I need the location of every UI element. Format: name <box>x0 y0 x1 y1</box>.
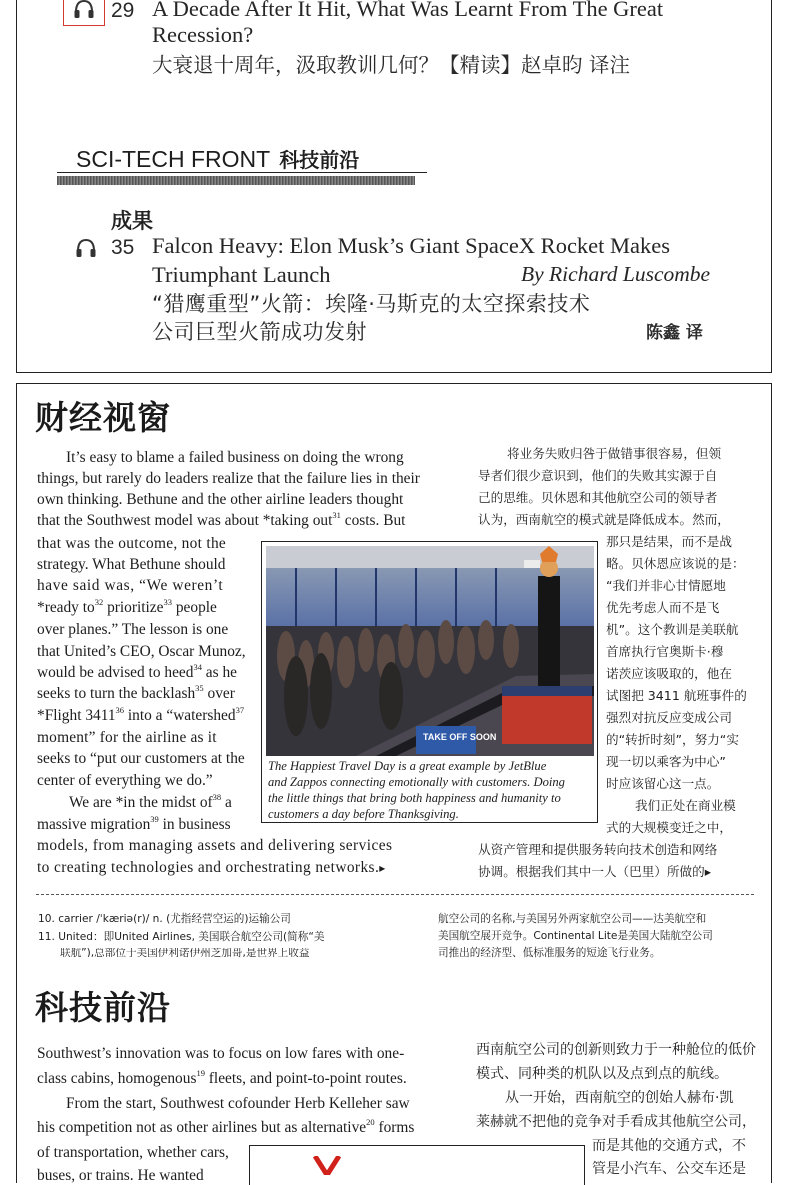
column-heading-finance: 财经视窗 <box>35 398 171 437</box>
cn-line: 强烈对抗反应变成公司 <box>606 710 732 725</box>
en-text: over <box>207 685 235 702</box>
en-text: people <box>175 599 217 616</box>
en-text: costs. But <box>344 512 406 529</box>
continue-arrow-icon: ▸ <box>379 861 386 875</box>
cn-line: 己的思维。贝休恩和其他航空公司的领导者 <box>478 490 718 505</box>
en-line <box>37 705 245 724</box>
dashed-divider <box>36 894 754 895</box>
article-title-35-chinese-line1: “猎鹰重型”火箭：埃隆·马斯克的太空探索技术 <box>152 292 591 316</box>
cn-line: 优先考虑人而不是飞 <box>606 600 720 615</box>
footnote-ref: 33 <box>163 597 172 607</box>
en-text: *Flight 3411 <box>37 707 116 724</box>
photo-caption-line: the little things that bring both happiness and humanity to <box>268 791 561 805</box>
article-title-29-chinese: 大衰退十周年，汲取教训几何？【精读】赵卓昀 译注 <box>152 53 631 77</box>
footnote-ref: 38 <box>212 792 222 802</box>
column-heading-scitech: 科技前沿 <box>35 988 171 1027</box>
footnote-ref: 19 <box>196 1068 205 1078</box>
en-text: a <box>225 794 232 811</box>
cn-line: 时应该留心这一点。 <box>606 776 720 791</box>
footnote-ref: 36 <box>115 705 125 715</box>
en-text: fleets, and point-to-point routes. <box>208 1070 407 1087</box>
cn-line: 那只是结果，而不是战 <box>606 534 732 549</box>
note-line-clipped <box>38 948 438 957</box>
en-line <box>37 683 235 702</box>
en-line: that was the outcome, not the <box>37 535 227 552</box>
en-line: over planes.” The lesson is one <box>37 621 229 638</box>
en-text: We are *in the midst of <box>69 794 213 811</box>
section-heading-scitech <box>76 144 359 173</box>
footnote-ref: 31 <box>332 510 341 520</box>
subsection-heading: 成果 <box>111 209 153 233</box>
byline: By Richard Luscombe <box>521 262 711 286</box>
article-number-29: 29 <box>111 0 135 22</box>
en-line: models, from managing assets and delivering services <box>37 837 393 854</box>
cn-line: 诺茨应该吸取的，他在 <box>606 666 732 681</box>
cn-line: 试图把 3411 航班事件的 <box>606 688 747 703</box>
cn-line: “我们并非心甘情愿地 <box>606 578 726 593</box>
cn-line: 协调。根据我们其中一人（巴里）所做的▸ <box>478 864 712 879</box>
en-text: in business <box>162 816 231 833</box>
note-line: 美国航空展开竞争。Continental Lite是美国大陆航空公司 <box>438 930 713 942</box>
en-line: strategy. What Bethune should <box>37 556 226 573</box>
note-text: 联航”),总部位于美国伊利诺伊州芝加哥,是世界上收益 <box>60 948 310 957</box>
en-line <box>37 662 237 681</box>
cn-line: 的“转折时刻”，努力“实 <box>606 732 739 747</box>
cn-line: 莱赫就不把他的竞争对手看成其他航空公司， <box>476 1114 756 1130</box>
note-line: 10. carrier /ˈkæriə(r)/ n. (尤指经营空运的)运输公司 <box>38 913 291 925</box>
headphones-icon[interactable] <box>73 0 95 20</box>
en-line <box>37 1068 407 1087</box>
note-line: 航空公司的名称,与美国另外两家航空公司——达美航空和 <box>438 913 707 925</box>
en-text: into a “watershed <box>127 707 236 724</box>
en-text: class cabins, homogenous <box>37 1070 197 1087</box>
cn-line: 首席执行官奥斯卡·穆 <box>606 644 724 659</box>
en-text: would be advised to heed <box>37 664 194 681</box>
footnote-ref: 20 <box>366 1117 375 1127</box>
cn-line: 略。贝休恩应该说的是： <box>606 556 745 571</box>
en-text: as he <box>205 664 237 681</box>
en-line: Southwest’s innovation was to focus on low fares with one- <box>37 1045 405 1062</box>
article-title-35-chinese-line2: 公司巨型火箭成功发射 <box>152 320 367 344</box>
en-text: *ready to <box>37 599 95 616</box>
photo-caption-line: customers a day before Thanksgiving. <box>268 807 459 821</box>
cn-line: 我们正处在商业模 <box>635 798 736 813</box>
cn-line: 将业务失败归咎于做错事很容易，但领 <box>507 446 722 461</box>
cn-line: 从一开始，西南航空的创始人赫布·凯 <box>505 1090 734 1106</box>
en-text: prioritize <box>107 599 164 616</box>
article-title-29-line1[interactable]: A Decade After It Hit, What Was Learnt From The Great <box>152 0 664 21</box>
cn-line: 而是其他的交通方式，不 <box>592 1138 746 1154</box>
cn-line: 模式、同种类的机队以及点到点的航线。 <box>476 1066 728 1082</box>
section-heading-cn: 科技前沿 <box>279 148 360 172</box>
en-line: seeks to “put our customers at the <box>37 750 245 767</box>
cn-line: 认为，西南航空的模式就是降低成本。然而， <box>478 512 730 527</box>
en-line <box>37 597 217 616</box>
en-text: his competition not as other airlines but as alternative <box>37 1119 367 1136</box>
en-line <box>37 510 406 529</box>
note-line: 11. United：即United Airlines, 美国联合航空公司(简称“美 <box>38 931 325 943</box>
en-text: forms <box>378 1119 415 1136</box>
note-line: 司推出的经济型、低标准服务的短途飞行业务。 <box>438 947 661 959</box>
cn-line: 导者们很少意识到，他们的失败其实源于自 <box>478 468 718 483</box>
airport-baggage-claim-photo <box>266 546 594 756</box>
red-x-mark-icon <box>312 1156 342 1175</box>
en-line: things, but rarely do leaders realize that the failure lies in their <box>37 470 420 487</box>
sign-text: TAKE OFF SOON <box>423 732 497 742</box>
headphones-icon[interactable] <box>75 237 97 259</box>
en-line <box>37 860 386 875</box>
en-text: seeks to turn the backlash <box>37 685 196 702</box>
photo-caption-line: and Zappos connecting emotionally with customers. Doing <box>268 775 565 789</box>
footnote-ref: 35 <box>195 683 204 693</box>
article-title-35-line1[interactable]: Falcon Heavy: Elon Musk’s Giant SpaceX Rocket Makes <box>152 233 671 258</box>
en-line: It’s easy to blame a failed business on doing the wrong <box>66 449 404 466</box>
cn-line: 机”。这个教训是美联航 <box>606 622 739 637</box>
en-line: buses, or trains. He wanted <box>37 1167 204 1184</box>
en-line: center of everything we do.” <box>37 772 213 789</box>
en-line: have said was, “We weren’t <box>37 577 224 594</box>
en-text: that the Southwest model was about *taking out <box>37 512 333 529</box>
article-title-35-line2[interactable]: Triumphant Launch <box>152 262 331 287</box>
section-rule <box>57 172 427 173</box>
en-line: that United’s CEO, Oscar Munoz, <box>37 643 246 660</box>
cn-line: 式的大规模变迁之中， <box>606 820 732 835</box>
cn-line: 现一切以乘客为中心” <box>606 754 726 769</box>
en-line: From the start, Southwest cofounder Herb Kelleher saw <box>66 1095 410 1112</box>
en-line: of transportation, whether cars, <box>37 1144 229 1161</box>
footnote-ref: 32 <box>94 597 104 607</box>
footnote-ref: 37 <box>235 705 245 715</box>
photo-caption-line: The Happiest Travel Day is a great example by JetBlue <box>268 759 547 773</box>
footnote-ref: 34 <box>193 662 202 672</box>
en-line <box>37 814 231 833</box>
section-bar <box>57 176 415 185</box>
cn-line: 管是小汽车、公交车还是 <box>592 1161 746 1177</box>
en-text: to creating technologies and orchestrating networks. <box>37 859 380 876</box>
footnote-ref: 39 <box>150 814 159 824</box>
en-line: moment” for the airline as it <box>37 729 217 746</box>
en-line: own thinking. Bethune and the other airline leaders thought <box>37 491 404 508</box>
en-line <box>37 1117 415 1136</box>
en-text: massive migration <box>37 816 151 833</box>
en-line <box>69 792 232 811</box>
article-number-35: 35 <box>111 236 135 259</box>
figure-frame-partial <box>249 1145 585 1185</box>
cn-line: 从资产管理和提供服务转向技术创造和网络 <box>478 842 718 857</box>
translator-credit: 陈鑫 译 <box>646 323 703 343</box>
cn-line: 西南航空公司的创新则致力于一种舱位的低价 <box>476 1042 756 1058</box>
section-heading-en: SCI-TECH FRONT <box>76 146 271 172</box>
article-title-29-line2[interactable]: Recession? <box>152 22 254 47</box>
